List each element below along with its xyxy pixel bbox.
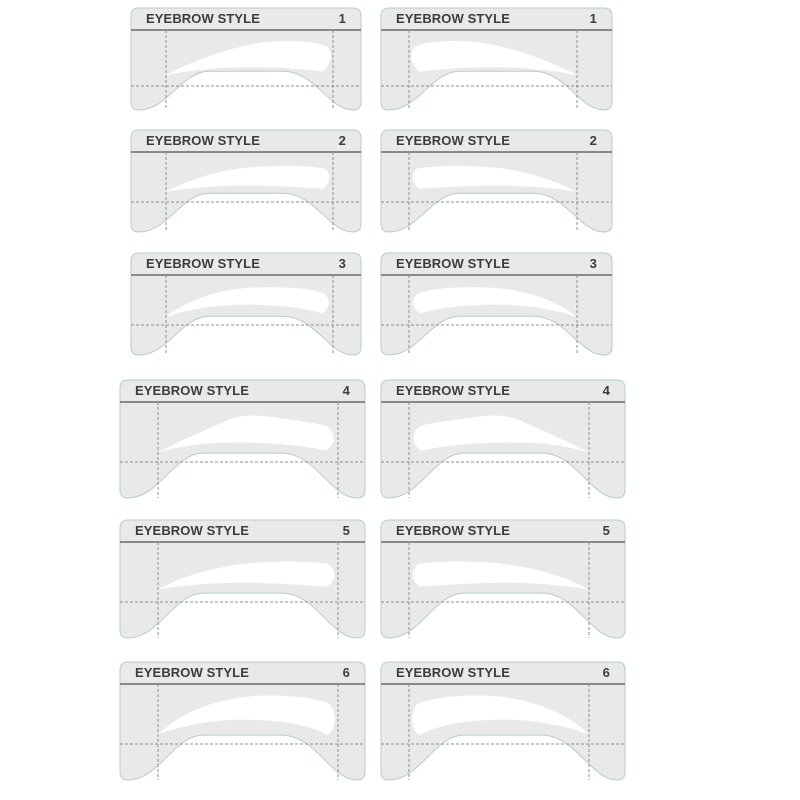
style-number: 5: [342, 523, 350, 538]
style-title: EYEBROW STYLE: [135, 665, 249, 680]
stencil-card-6-right: [381, 662, 625, 780]
style-number: 6: [342, 665, 350, 680]
style-number: 2: [338, 133, 346, 148]
stencil-card-3-right: [381, 253, 612, 355]
stencil-card-2-right: [381, 130, 612, 232]
stencil-card-4-left: [120, 380, 365, 498]
style-number: 5: [602, 523, 610, 538]
stencil-card-3-left: [131, 253, 361, 355]
style-title: EYEBROW STYLE: [396, 133, 510, 148]
style-number: 6: [602, 665, 610, 680]
style-number: 3: [589, 256, 597, 271]
style-title: EYEBROW STYLE: [135, 523, 249, 538]
stencil-card-5-left: [120, 520, 365, 638]
stencil-card-2-left: [131, 130, 361, 232]
style-title: EYEBROW STYLE: [396, 665, 510, 680]
style-title: EYEBROW STYLE: [396, 256, 510, 271]
stencil-card-4-right: [381, 380, 625, 498]
stencil-card-6-left: [120, 662, 365, 780]
style-title: EYEBROW STYLE: [146, 11, 260, 26]
style-title: EYEBROW STYLE: [396, 383, 510, 398]
style-title: EYEBROW STYLE: [396, 11, 510, 26]
style-title: EYEBROW STYLE: [135, 383, 249, 398]
style-number: 2: [589, 133, 597, 148]
style-number: 1: [589, 11, 597, 26]
style-title: EYEBROW STYLE: [396, 523, 510, 538]
stencil-card-1-right: [381, 8, 612, 110]
style-number: 4: [342, 383, 350, 398]
stencil-card-5-right: [381, 520, 625, 638]
style-title: EYEBROW STYLE: [146, 256, 260, 271]
style-number: 3: [338, 256, 346, 271]
style-title: EYEBROW STYLE: [146, 133, 260, 148]
style-number: 4: [602, 383, 610, 398]
stencil-card-1-left: [131, 8, 361, 110]
style-number: 1: [338, 11, 346, 26]
